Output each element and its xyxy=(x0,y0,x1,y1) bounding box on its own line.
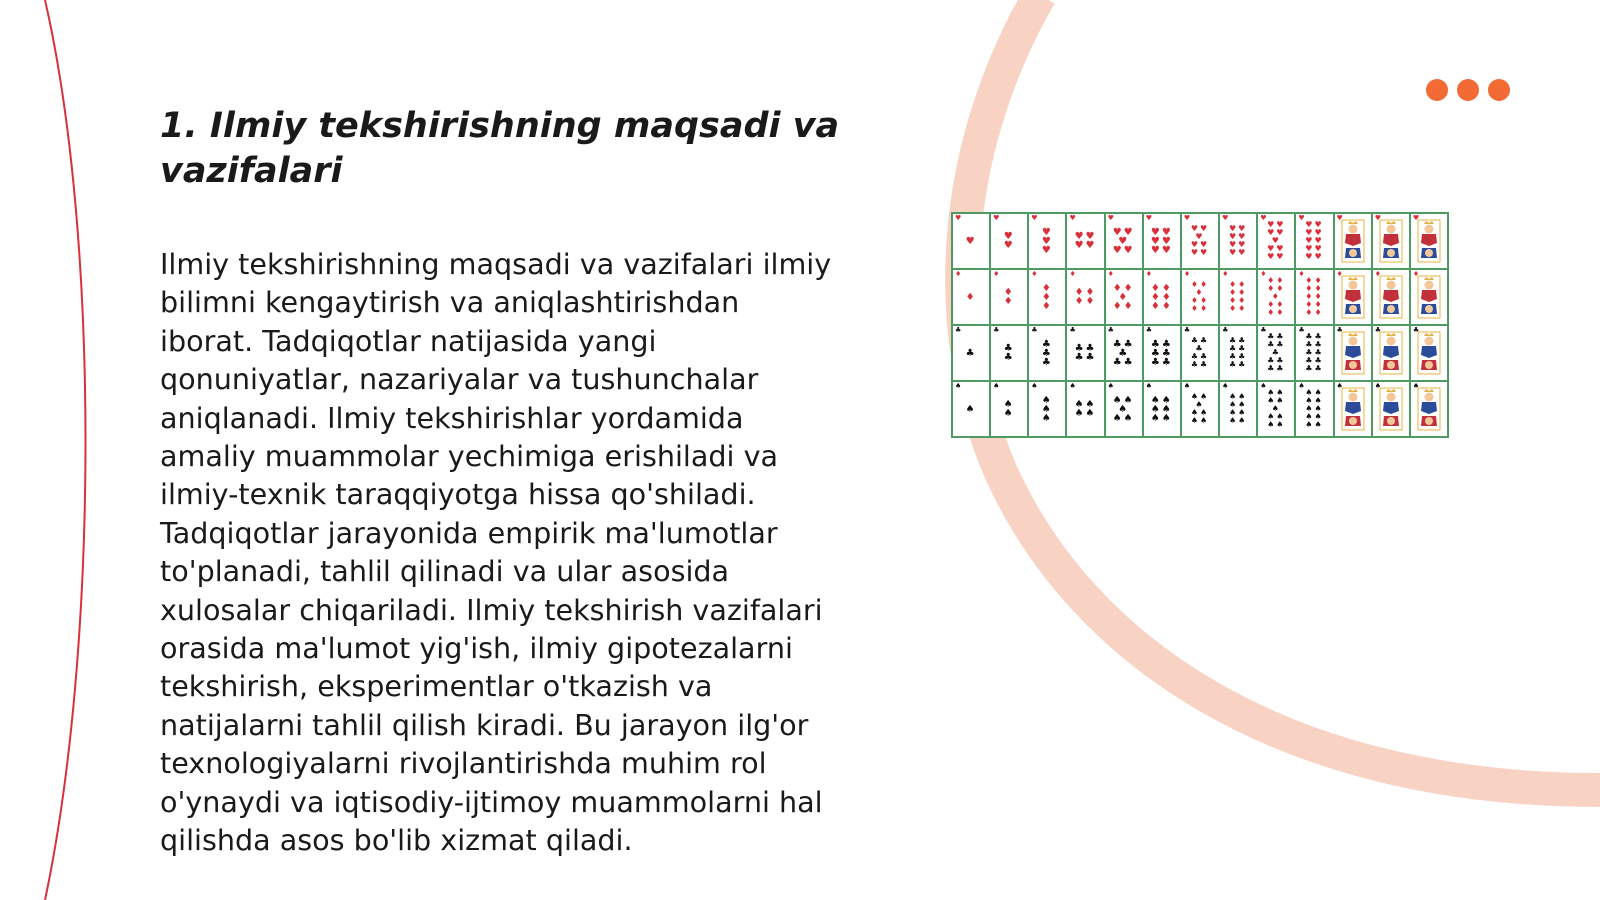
playing-card xyxy=(1144,270,1180,324)
playing-card xyxy=(1258,214,1294,268)
card-corner-pip: ♦ xyxy=(1260,270,1267,278)
card-pips: ♣♣ ♣♣ xyxy=(1074,343,1097,363)
card-corner-pip: ♦ xyxy=(1336,270,1343,278)
card-pips: ♥ ♥ ♥ xyxy=(1041,226,1053,256)
card-corner-pip: ♦ xyxy=(1374,270,1381,278)
face-card-figure xyxy=(1377,274,1405,320)
playing-card xyxy=(1220,326,1256,380)
card-corner-pip: ♠ xyxy=(1222,382,1229,390)
slide-body-text: Ilmiy tekshirishning maqsadi va vazifalari ilmiy bilimni kengaytirish va aniqlashtirishdan iborat. Tadqiqotlar natijasida yangi qonuniyatlar, nazariyalar va tushunchalar aniqlanadi. Ilmiy tekshirishlar yordamida amaliy muammolar yechimiga erishiladi va ilmiy-texnik taraqqiyotga hissa qo'shiladi. Tadqiqotlar jarayonida empirik ma'lumotlar to'planadi, tahlil qilinadi va ular asosida xulosalar chiqariladi. Ilmiy tekshirish vazifalari orasida ma'lumot yig'ish, ilmiy gipotezalarni tekshirish, eksperimentlar o'tkazish va natijalarni tahlil qilish kiradi. Bu jarayon ilg'or texnologiyalarni rivojlantirishda muhim rol o'ynaydi va iqtisodiy-ijtimoy muammolarni hal qilishda asos bo'lib xizmat qiladi. xyxy=(160,247,832,858)
card-corner-pip: ♣ xyxy=(1298,326,1305,334)
playing-card xyxy=(991,326,1027,380)
playing-card xyxy=(1335,326,1371,380)
card-corner-pip: ♥ xyxy=(1107,214,1114,222)
card-pips: ♦♦ ♦♦ ♦♦ xyxy=(1150,282,1173,312)
card-corner-pip: ♣ xyxy=(1107,326,1114,334)
card-corner-pip: ♠ xyxy=(1183,382,1191,390)
face-card-figure xyxy=(1339,330,1367,376)
card-pips: ♣♣ ♣♣ ♣ ♣♣ ♣♣ xyxy=(1267,332,1286,373)
playing-card xyxy=(1296,270,1332,324)
playing-card xyxy=(1106,270,1142,324)
playing-card xyxy=(1373,270,1409,324)
playing-card xyxy=(1296,382,1332,436)
playing-card xyxy=(1067,382,1103,436)
playing-card xyxy=(1220,270,1256,324)
card-corner-pip: ♦ xyxy=(1298,270,1305,278)
playing-card xyxy=(1029,270,1065,324)
playing-card xyxy=(1411,214,1447,268)
card-pips: ♠♠ ♠♠ ♠♠ ♠♠ ♠♠ xyxy=(1305,388,1324,429)
playing-card xyxy=(1182,270,1218,324)
card-pips: ♣ xyxy=(965,347,977,359)
card-corner-pip: ♥ xyxy=(1412,214,1420,222)
face-card-figure xyxy=(1377,218,1405,264)
playing-card xyxy=(991,270,1027,324)
playing-card xyxy=(1373,326,1409,380)
card-pips: ♣♣ ♣ ♣♣ xyxy=(1112,338,1135,368)
dot xyxy=(1457,79,1479,101)
card-corner-pip: ♣ xyxy=(1412,326,1420,334)
face-card-figure xyxy=(1415,274,1443,320)
card-pips: ♦♦ ♦ ♦♦ ♦♦ xyxy=(1190,280,1210,313)
card-pips: ♠ ♠ ♠ xyxy=(1041,394,1053,424)
card-corner-pip: ♠ xyxy=(1260,382,1267,390)
card-pips: ♣♣ ♣♣ ♣♣ xyxy=(1150,338,1173,368)
card-corner-pip: ♠ xyxy=(1031,382,1038,390)
card-corner-pip: ♥ xyxy=(1260,214,1267,222)
card-corner-pip: ♣ xyxy=(1222,326,1229,334)
card-corner-pip: ♣ xyxy=(1069,326,1076,334)
more-dots-icon[interactable] xyxy=(1426,79,1512,101)
card-pips: ♥ ♥ xyxy=(1003,231,1015,251)
playing-card xyxy=(1373,382,1409,436)
playing-card xyxy=(1144,326,1180,380)
playing-card xyxy=(1335,270,1371,324)
card-pips: ♥♥ ♥♥ ♥♥ ♥♥ ♥♥ xyxy=(1305,220,1324,261)
card-corner-pip: ♥ xyxy=(1298,214,1305,222)
card-corner-pip: ♦ xyxy=(993,270,1000,278)
card-corner-pip: ♠ xyxy=(1374,382,1381,390)
face-card-figure xyxy=(1377,330,1405,376)
face-card-figure xyxy=(1415,330,1443,376)
card-corner-pip: ♠ xyxy=(1145,382,1153,390)
playing-card xyxy=(1296,214,1332,268)
playing-card xyxy=(1220,382,1256,436)
card-corner-pip: ♠ xyxy=(993,382,1000,390)
card-corner-pip: ♥ xyxy=(993,214,1000,222)
card-corner-pip: ♦ xyxy=(1145,270,1153,278)
playing-card xyxy=(1029,382,1065,436)
card-corner-pip: ♠ xyxy=(1336,382,1343,390)
playing-card xyxy=(1411,270,1447,324)
card-corner-pip: ♥ xyxy=(1222,214,1229,222)
playing-card xyxy=(953,382,989,436)
card-pips: ♥♥ ♥♥ ♥ ♥♥ ♥♥ xyxy=(1267,220,1286,261)
card-pips: ♠ ♠ xyxy=(1003,399,1015,419)
card-pips: ♣ ♣ xyxy=(1003,343,1015,363)
playing-card xyxy=(1182,382,1218,436)
playing-card xyxy=(953,214,989,268)
playing-card xyxy=(1182,214,1218,268)
card-pips: ♦ xyxy=(965,291,977,303)
card-pips: ♣♣ ♣♣ ♣♣ ♣♣ ♣♣ xyxy=(1305,332,1324,373)
playing-card xyxy=(991,382,1027,436)
playing-card xyxy=(1029,326,1065,380)
playing-card xyxy=(1182,326,1218,380)
playing-card xyxy=(1335,382,1371,436)
left-accent-curve xyxy=(45,0,86,900)
playing-card xyxy=(1106,326,1142,380)
playing-card xyxy=(1296,326,1332,380)
card-corner-pip: ♥ xyxy=(1374,214,1381,222)
card-pips: ♥♥ ♥♥ ♥♥ xyxy=(1150,226,1173,256)
card-corner-pip: ♣ xyxy=(1374,326,1381,334)
playing-card xyxy=(1029,214,1065,268)
card-pips: ♦♦ ♦♦ xyxy=(1074,287,1097,307)
card-pips: ♥♥ ♥ ♥♥ ♥♥ xyxy=(1190,224,1210,257)
playing-card xyxy=(1335,214,1371,268)
card-corner-pip: ♥ xyxy=(1183,214,1191,222)
card-pips: ♦♦ ♦♦ ♦♦ ♦♦ xyxy=(1228,280,1248,313)
playing-card xyxy=(1106,382,1142,436)
card-corner-pip: ♣ xyxy=(1260,326,1267,334)
face-card-figure xyxy=(1377,386,1405,432)
card-corner-pip: ♠ xyxy=(1412,382,1420,390)
card-pips: ♠♠ ♠♠ ♠ ♠♠ ♠♠ xyxy=(1267,388,1286,429)
card-pips: ♦ ♦ xyxy=(1003,287,1015,307)
playing-card xyxy=(1373,214,1409,268)
dot xyxy=(1488,79,1510,101)
playing-cards-image xyxy=(951,212,1449,438)
card-pips: ♦ ♦ ♦ xyxy=(1041,282,1053,312)
card-corner-pip: ♥ xyxy=(1145,214,1153,222)
card-corner-pip: ♦ xyxy=(1069,270,1076,278)
playing-card xyxy=(953,270,989,324)
card-corner-pip: ♦ xyxy=(1183,270,1191,278)
playing-card xyxy=(1106,214,1142,268)
playing-card xyxy=(1067,326,1103,380)
card-pips: ♥♥ ♥♥ xyxy=(1074,231,1097,251)
playing-card xyxy=(991,214,1027,268)
playing-card xyxy=(1067,214,1103,268)
card-corner-pip: ♠ xyxy=(1069,382,1076,390)
card-corner-pip: ♥ xyxy=(1031,214,1038,222)
card-corner-pip: ♦ xyxy=(1412,270,1420,278)
card-pips: ♥♥ ♥ ♥♥ xyxy=(1112,226,1135,256)
playing-card xyxy=(1220,214,1256,268)
card-pips: ♣♣ ♣ ♣♣ ♣♣ xyxy=(1190,336,1210,369)
face-card-figure xyxy=(1415,386,1443,432)
face-card-figure xyxy=(1415,218,1443,264)
playing-card xyxy=(1144,382,1180,436)
playing-card xyxy=(1067,270,1103,324)
card-pips: ♦♦ ♦♦ ♦ ♦♦ ♦♦ xyxy=(1267,276,1286,317)
card-pips: ♣ ♣ ♣ xyxy=(1041,338,1053,368)
card-corner-pip: ♥ xyxy=(1336,214,1343,222)
card-corner-pip: ♦ xyxy=(1107,270,1114,278)
card-corner-pip: ♣ xyxy=(993,326,1000,334)
card-corner-pip: ♣ xyxy=(1336,326,1343,334)
card-pips: ♠♠ ♠ ♠♠ xyxy=(1112,394,1135,424)
card-pips: ♠♠ ♠♠ xyxy=(1074,399,1097,419)
card-pips: ♦♦ ♦ ♦♦ xyxy=(1112,282,1135,312)
card-pips: ♦♦ ♦♦ ♦♦ ♦♦ ♦♦ xyxy=(1305,276,1324,317)
card-corner-pip: ♣ xyxy=(1145,326,1153,334)
playing-card xyxy=(1258,326,1294,380)
card-corner-pip: ♣ xyxy=(955,326,962,334)
card-pips: ♠♠ ♠♠ ♠♠ xyxy=(1150,394,1173,424)
card-corner-pip: ♠ xyxy=(955,382,962,390)
face-card-figure xyxy=(1339,386,1367,432)
card-corner-pip: ♥ xyxy=(955,214,962,222)
card-corner-pip: ♦ xyxy=(955,270,962,278)
card-corner-pip: ♦ xyxy=(1031,270,1038,278)
playing-card xyxy=(1258,382,1294,436)
playing-card xyxy=(1411,382,1447,436)
card-corner-pip: ♥ xyxy=(1069,214,1076,222)
face-card-figure xyxy=(1339,218,1367,264)
card-pips: ♣♣ ♣♣ ♣♣ ♣♣ xyxy=(1228,336,1248,369)
card-pips: ♥ xyxy=(965,235,977,247)
face-card-figure xyxy=(1339,274,1367,320)
dot xyxy=(1426,79,1448,101)
card-corner-pip: ♠ xyxy=(1298,382,1305,390)
playing-card xyxy=(953,326,989,380)
card-corner-pip: ♠ xyxy=(1107,382,1114,390)
card-corner-pip: ♦ xyxy=(1222,270,1229,278)
card-pips: ♠♠ ♠♠ ♠♠ ♠♠ xyxy=(1228,392,1248,425)
playing-card xyxy=(1258,270,1294,324)
card-corner-pip: ♣ xyxy=(1031,326,1038,334)
card-corner-pip: ♣ xyxy=(1183,326,1191,334)
playing-card xyxy=(1411,326,1447,380)
playing-card xyxy=(1144,214,1180,268)
card-pips: ♠ xyxy=(965,403,977,415)
slide-title: 1. Ilmiy tekshirishning maqsadi va vazifalari xyxy=(160,106,840,191)
card-pips: ♥♥ ♥♥ ♥♥ ♥♥ xyxy=(1228,224,1248,257)
card-pips: ♠♠ ♠ ♠♠ ♠♠ xyxy=(1190,392,1210,425)
